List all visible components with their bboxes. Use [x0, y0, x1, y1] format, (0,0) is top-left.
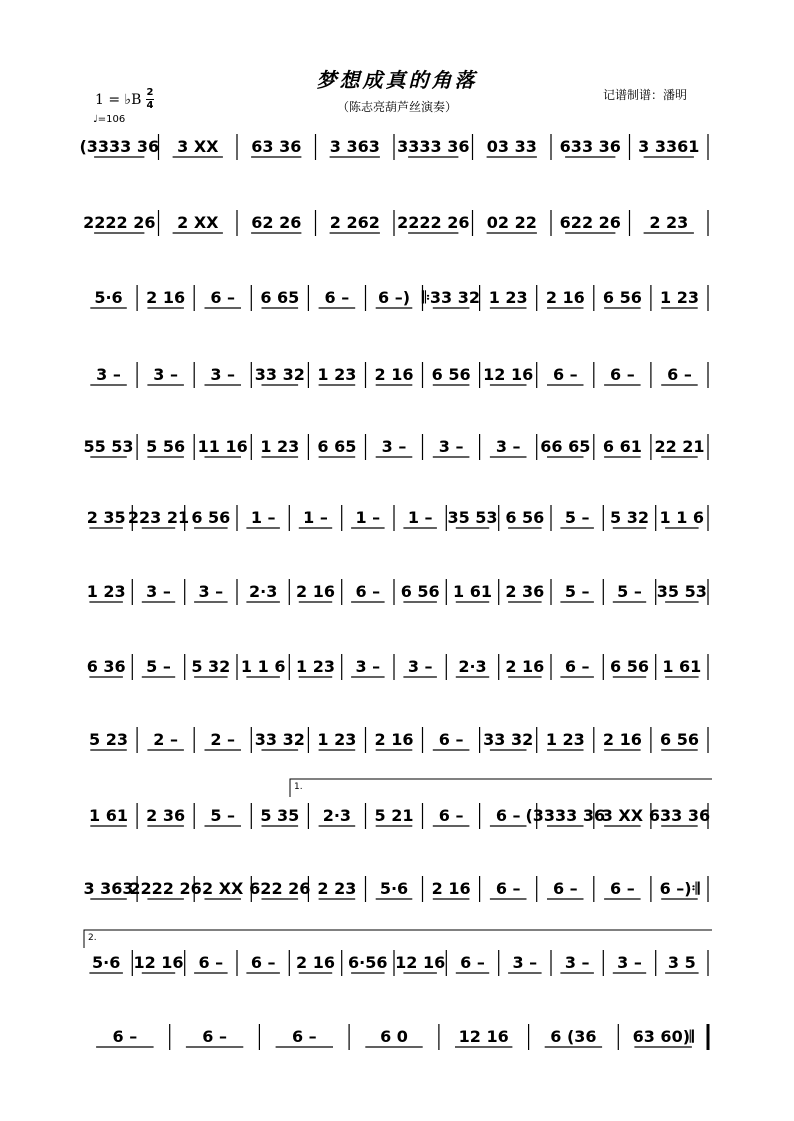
measure-notation: 1 1 6 [659, 508, 705, 527]
measure-notation: 2222 26 [129, 879, 202, 898]
measure-notation: 5·6 [92, 953, 121, 972]
credit-text: 记谱制谱：潘明 [603, 88, 688, 102]
measure-notation: 6 – [460, 953, 485, 972]
measure-notation: 2·3 [458, 657, 487, 676]
measure-notation: 03 33 [486, 137, 537, 156]
measure-notation: 2 16 [602, 730, 642, 749]
measure-notation: 3 5 [667, 953, 696, 972]
measure-notation: 5 – [146, 657, 171, 676]
measure-notation: 2 23 [649, 213, 689, 232]
measure-notation: 6 – [202, 1027, 227, 1046]
volta-bracket [84, 930, 712, 948]
measure-notation: 3 – [355, 657, 381, 676]
measure-notation: 2 16 [296, 953, 335, 972]
measure-notation: 2 – [210, 730, 236, 749]
measure-notation: 1 23 [488, 288, 528, 307]
measure-notation: 1 61 [89, 806, 128, 825]
measure-notation: 6 56 [610, 657, 649, 676]
measure-notation: 1 1 6 [240, 657, 286, 676]
measure-notation: 22 21 [654, 437, 705, 456]
measure-notation: 63 36 [251, 137, 302, 156]
measure-notation: 6 – [198, 953, 224, 972]
volta-label: 2. [88, 933, 97, 943]
measure-notation: 6 36 [86, 657, 126, 676]
measure-notation: 33 32 [254, 730, 305, 749]
measure-notation: 6 – [667, 365, 692, 384]
measure-notation: 633 36 [559, 137, 621, 156]
measure-notation: 2 35 [86, 508, 126, 527]
measure-notation: 2·3 [249, 582, 278, 601]
measure-notation: 5 21 [374, 806, 414, 825]
measure-notation: 1 23 [660, 288, 699, 307]
measure-notation: 02 22 [486, 213, 537, 232]
measure-notation: 6 – [438, 730, 464, 749]
measure-notation: 5 23 [89, 730, 128, 749]
measure-notation: 2222 26 [397, 213, 470, 232]
measure-notation: 3 – [153, 365, 178, 384]
measure-notation: 6 – [210, 288, 236, 307]
measure-notation: 5 56 [146, 437, 186, 456]
volta-bracket [290, 779, 712, 797]
measure-notation: 3 3361 [638, 137, 700, 156]
measure-notation: 6 – [610, 365, 635, 384]
measure-notation: 3 363 [83, 879, 134, 898]
measure-notation: 1 23 [260, 437, 300, 456]
measure-notation: 3 – [146, 582, 171, 601]
measure-notation: 6 – [610, 879, 635, 898]
measure-notation: 3 – [407, 657, 433, 676]
measure-notation: 1 – [250, 508, 276, 527]
measure-notation: 5 – [564, 508, 590, 527]
measure-notation: 6 65 [317, 437, 357, 456]
measure-notation: 6 56 [400, 582, 440, 601]
measure-notation: 6 56 [191, 508, 231, 527]
measure-notation: 6 – [112, 1027, 138, 1046]
measure-notation: 2 262 [329, 213, 380, 232]
tempo-marking: ♩=106 [93, 114, 126, 125]
measure-notation: 3 – [617, 953, 642, 972]
measure-notation: 2 16 [505, 657, 545, 676]
measure-notation: 223 21 [127, 508, 190, 527]
measure-notation: 6 – [564, 657, 590, 676]
measure-notation: 633 36 [648, 806, 711, 825]
measure-notation: 1 23 [317, 365, 357, 384]
measure-notation: 6·56 [348, 953, 388, 972]
measure-notation: 2 23 [317, 879, 357, 898]
measure-notation: 3 – [512, 953, 538, 972]
measure-notation: 5·6 [379, 879, 409, 898]
measure-notation: 11 16 [197, 437, 248, 456]
measure-notation: 2 16 [374, 365, 414, 384]
measure-notation: 12 16 [483, 365, 534, 384]
measure-notation: 6 0 [380, 1027, 408, 1046]
measure-notation: 2 XX [177, 213, 219, 232]
measure-notation: 5 – [617, 582, 642, 601]
measure-notation: 33 32 [254, 365, 305, 384]
measure-notation: 6 – [355, 582, 381, 601]
measure-notation: 1 61 [453, 582, 492, 601]
measure-notation: 6 56 [602, 288, 642, 307]
measure-notation: 6 – [552, 879, 578, 898]
measure-notation: 6 56 [660, 730, 699, 749]
measure-notation: 63 60)𝄂 [632, 1027, 694, 1046]
measure-notation: 6 – [438, 806, 464, 825]
measure-notation: 3 – [495, 437, 521, 456]
measure-notation: 12 16 [395, 953, 446, 972]
measure-notation: 1 – [355, 508, 381, 527]
measure-notation: 6 – [291, 1027, 317, 1046]
measure-notation: 6 56 [505, 508, 545, 527]
measure-notation: 3 – [198, 582, 224, 601]
measure-notation: 2 36 [505, 582, 545, 601]
measure-notation: 6 – [552, 365, 578, 384]
measure-notation: 2 – [153, 730, 178, 749]
measure-notation: 55 53 [83, 437, 134, 456]
volta-label: 1. [294, 782, 303, 792]
measure-notation: 1 61 [662, 657, 702, 676]
measure-notation: 5 32 [191, 657, 231, 676]
measure-notation: 3 – [381, 437, 407, 456]
measure-notation: 1 23 [86, 582, 126, 601]
measure-notation: 3 – [210, 365, 236, 384]
measure-notation: 3333 36 [397, 137, 470, 156]
measure-notation: 1 23 [545, 730, 585, 749]
measure-notation: 2 16 [146, 288, 186, 307]
measure-notation: 5 – [564, 582, 590, 601]
measure-notation: 2 16 [545, 288, 585, 307]
measure-notation: 2 36 [146, 806, 186, 825]
measure-notation: 2·3 [322, 806, 352, 825]
measure-notation: 3 – [438, 437, 464, 456]
measure-notation: 1 – [303, 508, 328, 527]
measure-notation: 6 – [324, 288, 350, 307]
measure-notation: 6 – [495, 806, 521, 825]
measure-notation: 2 16 [374, 730, 414, 749]
measure-notation: 6 –)𝄇 [659, 879, 700, 898]
key-signature: 1 = ♭B [95, 92, 142, 108]
measure-notation: 5·6 [94, 288, 123, 307]
measure-notation: 6 – [495, 879, 521, 898]
measure-notation: 3 363 [329, 137, 380, 156]
measure-notation: 6 61 [602, 437, 642, 456]
measure-notation: 1 23 [317, 730, 357, 749]
measure-notation: 6 – [250, 953, 276, 972]
measure-notation: 2 16 [431, 879, 471, 898]
time-signature-top: 2 [146, 87, 154, 98]
measure-notation: 66 65 [540, 437, 591, 456]
page-title: 梦想成真的角落 [316, 68, 478, 92]
measure-notation: 2222 26 [83, 213, 156, 232]
measure-notation: 6 –) [377, 288, 411, 307]
measure-notation: 2 16 [296, 582, 335, 601]
measure-notation: 33 32 [483, 730, 534, 749]
measure-notation: 1 23 [296, 657, 335, 676]
measure-notation: 12 16 [133, 953, 184, 972]
measure-notation: 5 32 [610, 508, 649, 527]
measure-notation: 35 53 [447, 508, 498, 527]
measure-notation: 62 26 [251, 213, 302, 232]
measure-notation: 622 26 [249, 879, 311, 898]
page-subtitle: （陈志亮葫芦丝演奏） [336, 100, 457, 114]
time-signature-bottom: 4 [146, 100, 154, 111]
measure-notation: 3 – [564, 953, 590, 972]
measure-notation: 5 35 [260, 806, 300, 825]
measure-notation: 3 – [96, 365, 121, 384]
measure-notation: 12 16 [458, 1027, 509, 1046]
measure-notation: 6 (36 [550, 1027, 597, 1046]
measure-notation: (3333 36 [79, 137, 160, 156]
measure-notation: 3 XX [177, 137, 219, 156]
measure-notation: (3333 36 [525, 806, 606, 825]
measure-notation: 5 – [210, 806, 236, 825]
measure-notation: 622 26 [559, 213, 621, 232]
measure-notation: 6 65 [260, 288, 300, 307]
measure-notation: 6 56 [431, 365, 471, 384]
measure-notation: 2 XX [202, 879, 244, 898]
measure-notation: 35 53 [656, 582, 707, 601]
measure-notation: 3 XX [601, 806, 644, 825]
measure-notation: 𝄆33 32 [422, 288, 481, 307]
measure-notation: 1 – [407, 508, 433, 527]
